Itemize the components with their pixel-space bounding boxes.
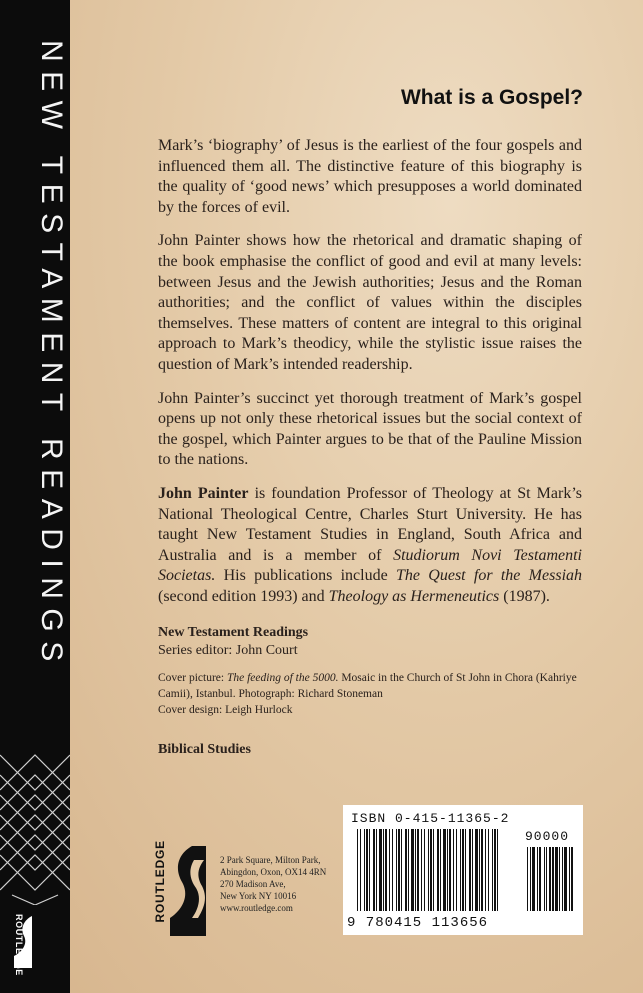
- address-line: 2 Park Square, Milton Park,: [220, 855, 321, 865]
- barcode: [343, 805, 583, 935]
- price-code: 90000: [525, 829, 570, 844]
- address-line: 270 Madison Ave,: [220, 879, 286, 889]
- cover-picture-credit: [158, 670, 582, 702]
- society-name: Studiorum Novi Testamenti Societas.: [158, 546, 583, 585]
- author-name: John Painter: [158, 484, 249, 502]
- barcode-bars-icon: [351, 829, 577, 917]
- spine-publisher: ROUTLEDGE: [14, 914, 24, 976]
- address-line: Abingdon, Oxon, OX14 4RN: [220, 867, 327, 877]
- publication-title: Theology as Hermeneutics: [328, 587, 500, 605]
- credit-text: Mosaic in the Church of St John in Chora (Kahriye Camii), Istanbul. Photograph: Richard Stoneman: [158, 672, 577, 700]
- publisher-address: [220, 854, 326, 914]
- spine-series-title: NEW TESTAMENT READINGS: [35, 40, 68, 671]
- bio-text: His publications include: [215, 567, 396, 585]
- subject-category: Biblical Studies: [158, 742, 251, 757]
- bio-text: (1987).: [499, 587, 550, 605]
- picture-title: The feeding of the 5000.: [226, 672, 339, 684]
- blurb: [158, 136, 582, 620]
- cover-credits: [158, 670, 582, 718]
- author-bio: [158, 484, 582, 608]
- blurb-paragraph: John Painter’s succinct yet thorough treatment of Mark’s gospel opens up not only these rhetorical issues but the social context of the gospel, which Painter argues to be that of the Pauline Mission to the nations.: [158, 389, 582, 469]
- isbn: ISBN 0-415-11365-2: [351, 811, 510, 826]
- address-line: www.routledge.com: [220, 903, 293, 913]
- publisher-name: ROUTLEDGE: [153, 840, 167, 923]
- series-editor: Series editor: John Court: [158, 643, 298, 658]
- credit-label: Cover picture:: [158, 672, 227, 684]
- bio-text: (second edition 1993) and: [158, 587, 329, 605]
- spine: [0, 0, 70, 993]
- series-name: New Testament Readings: [158, 625, 309, 640]
- series-info: [158, 624, 308, 660]
- blurb-paragraph: John Painter shows how the rhetorical and dramatic shaping of the book emphasise the conflict of good and evil at many levels: between Jesus and the Jewish authorities; Jesus and the Roman authorities; and the conflict of values within the disciples themselves. These matters of content are integral to this original approach to Mark’s theodicy, while the stylistic issue raises the question of Mark’s intended readership.: [158, 232, 582, 373]
- bio-text: is foundation Professor of Theology at St Mark’s National Theological Centre, Charles Sturt University. He has taught New Testament Studies in England, South Africa and Australia and is a member of: [158, 484, 582, 564]
- address-line: New York NY 10016: [220, 891, 297, 901]
- ean-number: 9 780415 113656: [347, 915, 489, 931]
- geometric-pattern-icon: [0, 745, 70, 905]
- blurb-paragraph: Mark’s ‘biography’ of Jesus is the earliest of the four gospels and influenced them all. The distinctive feature of this biography is the quality of ‘good news’ which presupposes a world dominated by the forces of evil.: [158, 137, 582, 216]
- cover-heading: What is a Gospel?: [400, 86, 583, 109]
- publication-title: The Quest for the Messiah: [396, 567, 583, 585]
- cover-design-credit: Cover design: Leigh Hurlock: [158, 704, 293, 716]
